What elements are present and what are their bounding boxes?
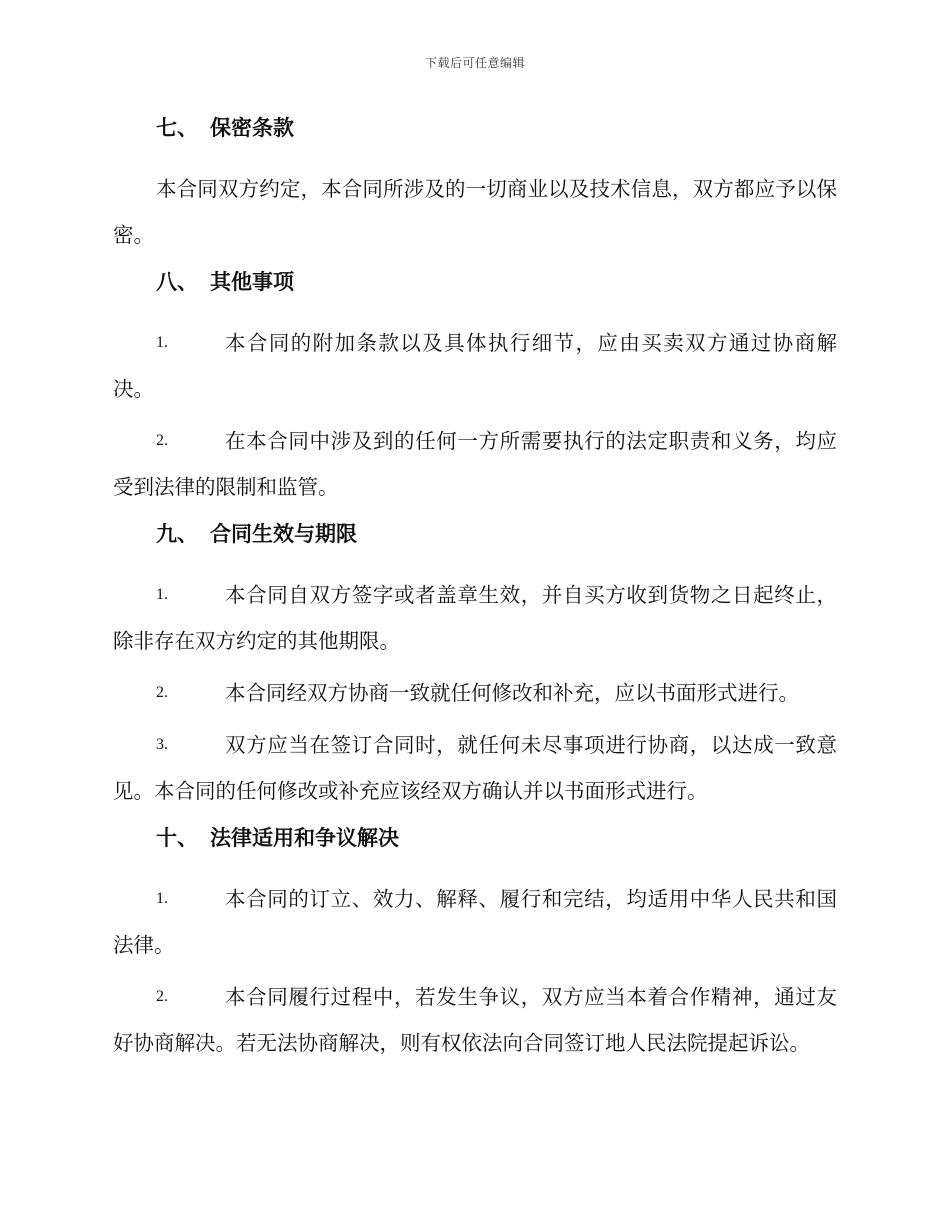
section-law-and-disputes xyxy=(113,822,837,1066)
document-body xyxy=(113,112,837,1074)
section-title: 保密条款 xyxy=(210,116,294,140)
list-marker: 2. xyxy=(156,684,168,701)
section-heading xyxy=(113,822,837,854)
list-marker: 2. xyxy=(156,988,168,1005)
list-item xyxy=(113,670,837,716)
page-header: 下载后可任意编辑 xyxy=(424,56,525,70)
list-marker: 1. xyxy=(156,334,168,351)
section-number: 七、 xyxy=(156,116,198,140)
list-marker: 3. xyxy=(156,736,168,753)
list-item xyxy=(113,722,837,814)
section-heading xyxy=(113,266,837,298)
section-other-matters xyxy=(113,266,837,510)
list-item-text: 本合同履行过程中，若发生争议，双方应当本着合作精神，通过友好协商解决。若无法协商解决，则有权依法向合同签订地人民法院提起诉讼。 xyxy=(113,985,837,1055)
list-marker: 2. xyxy=(156,432,168,449)
list-item xyxy=(113,572,837,664)
section-heading xyxy=(113,112,837,144)
section-effect-and-term xyxy=(113,518,837,814)
list-marker: 1. xyxy=(156,890,168,907)
list-item xyxy=(113,320,837,412)
section-number: 十、 xyxy=(156,826,198,850)
list-marker: 1. xyxy=(156,586,168,603)
list-item-text: 本合同的订立、效力、解释、履行和完结，均适用中华人民共和国法律。 xyxy=(113,887,837,957)
section-heading xyxy=(113,518,837,550)
list-item-text: 双方应当在签订合同时，就任何未尽事项进行协商，以达成一致意见。本合同的任何修改或补充应该经双方确认并以书面形式进行。 xyxy=(113,733,837,803)
list-item-text: 本合同的附加条款以及具体执行细节，应由买卖双方通过协商解决。 xyxy=(113,331,837,401)
section-title: 法律适用和争议解决 xyxy=(210,826,399,850)
section-title: 合同生效与期限 xyxy=(210,522,357,546)
section-number: 八、 xyxy=(156,270,198,294)
section-paragraph: 本合同双方约定，本合同所涉及的一切商业以及技术信息，双方都应予以保密。 xyxy=(113,177,837,247)
list-item-text: 本合同自双方签字或者盖章生效，并自买方收到货物之日起终止，除非存在双方约定的其他期限。 xyxy=(113,583,837,653)
section-number: 九、 xyxy=(156,522,198,546)
list-item-text: 本合同经双方协商一致就任何修改和补充，应以书面形式进行。 xyxy=(225,681,799,705)
list-item xyxy=(113,974,837,1066)
section-confidentiality xyxy=(113,112,837,258)
list-item xyxy=(113,876,837,968)
list-item xyxy=(113,418,837,510)
list-item-text: 在本合同中涉及到的任何一方所需要执行的法定职责和义务，均应受到法律的限制和监管。 xyxy=(113,429,837,499)
section-title: 其他事项 xyxy=(210,270,294,294)
